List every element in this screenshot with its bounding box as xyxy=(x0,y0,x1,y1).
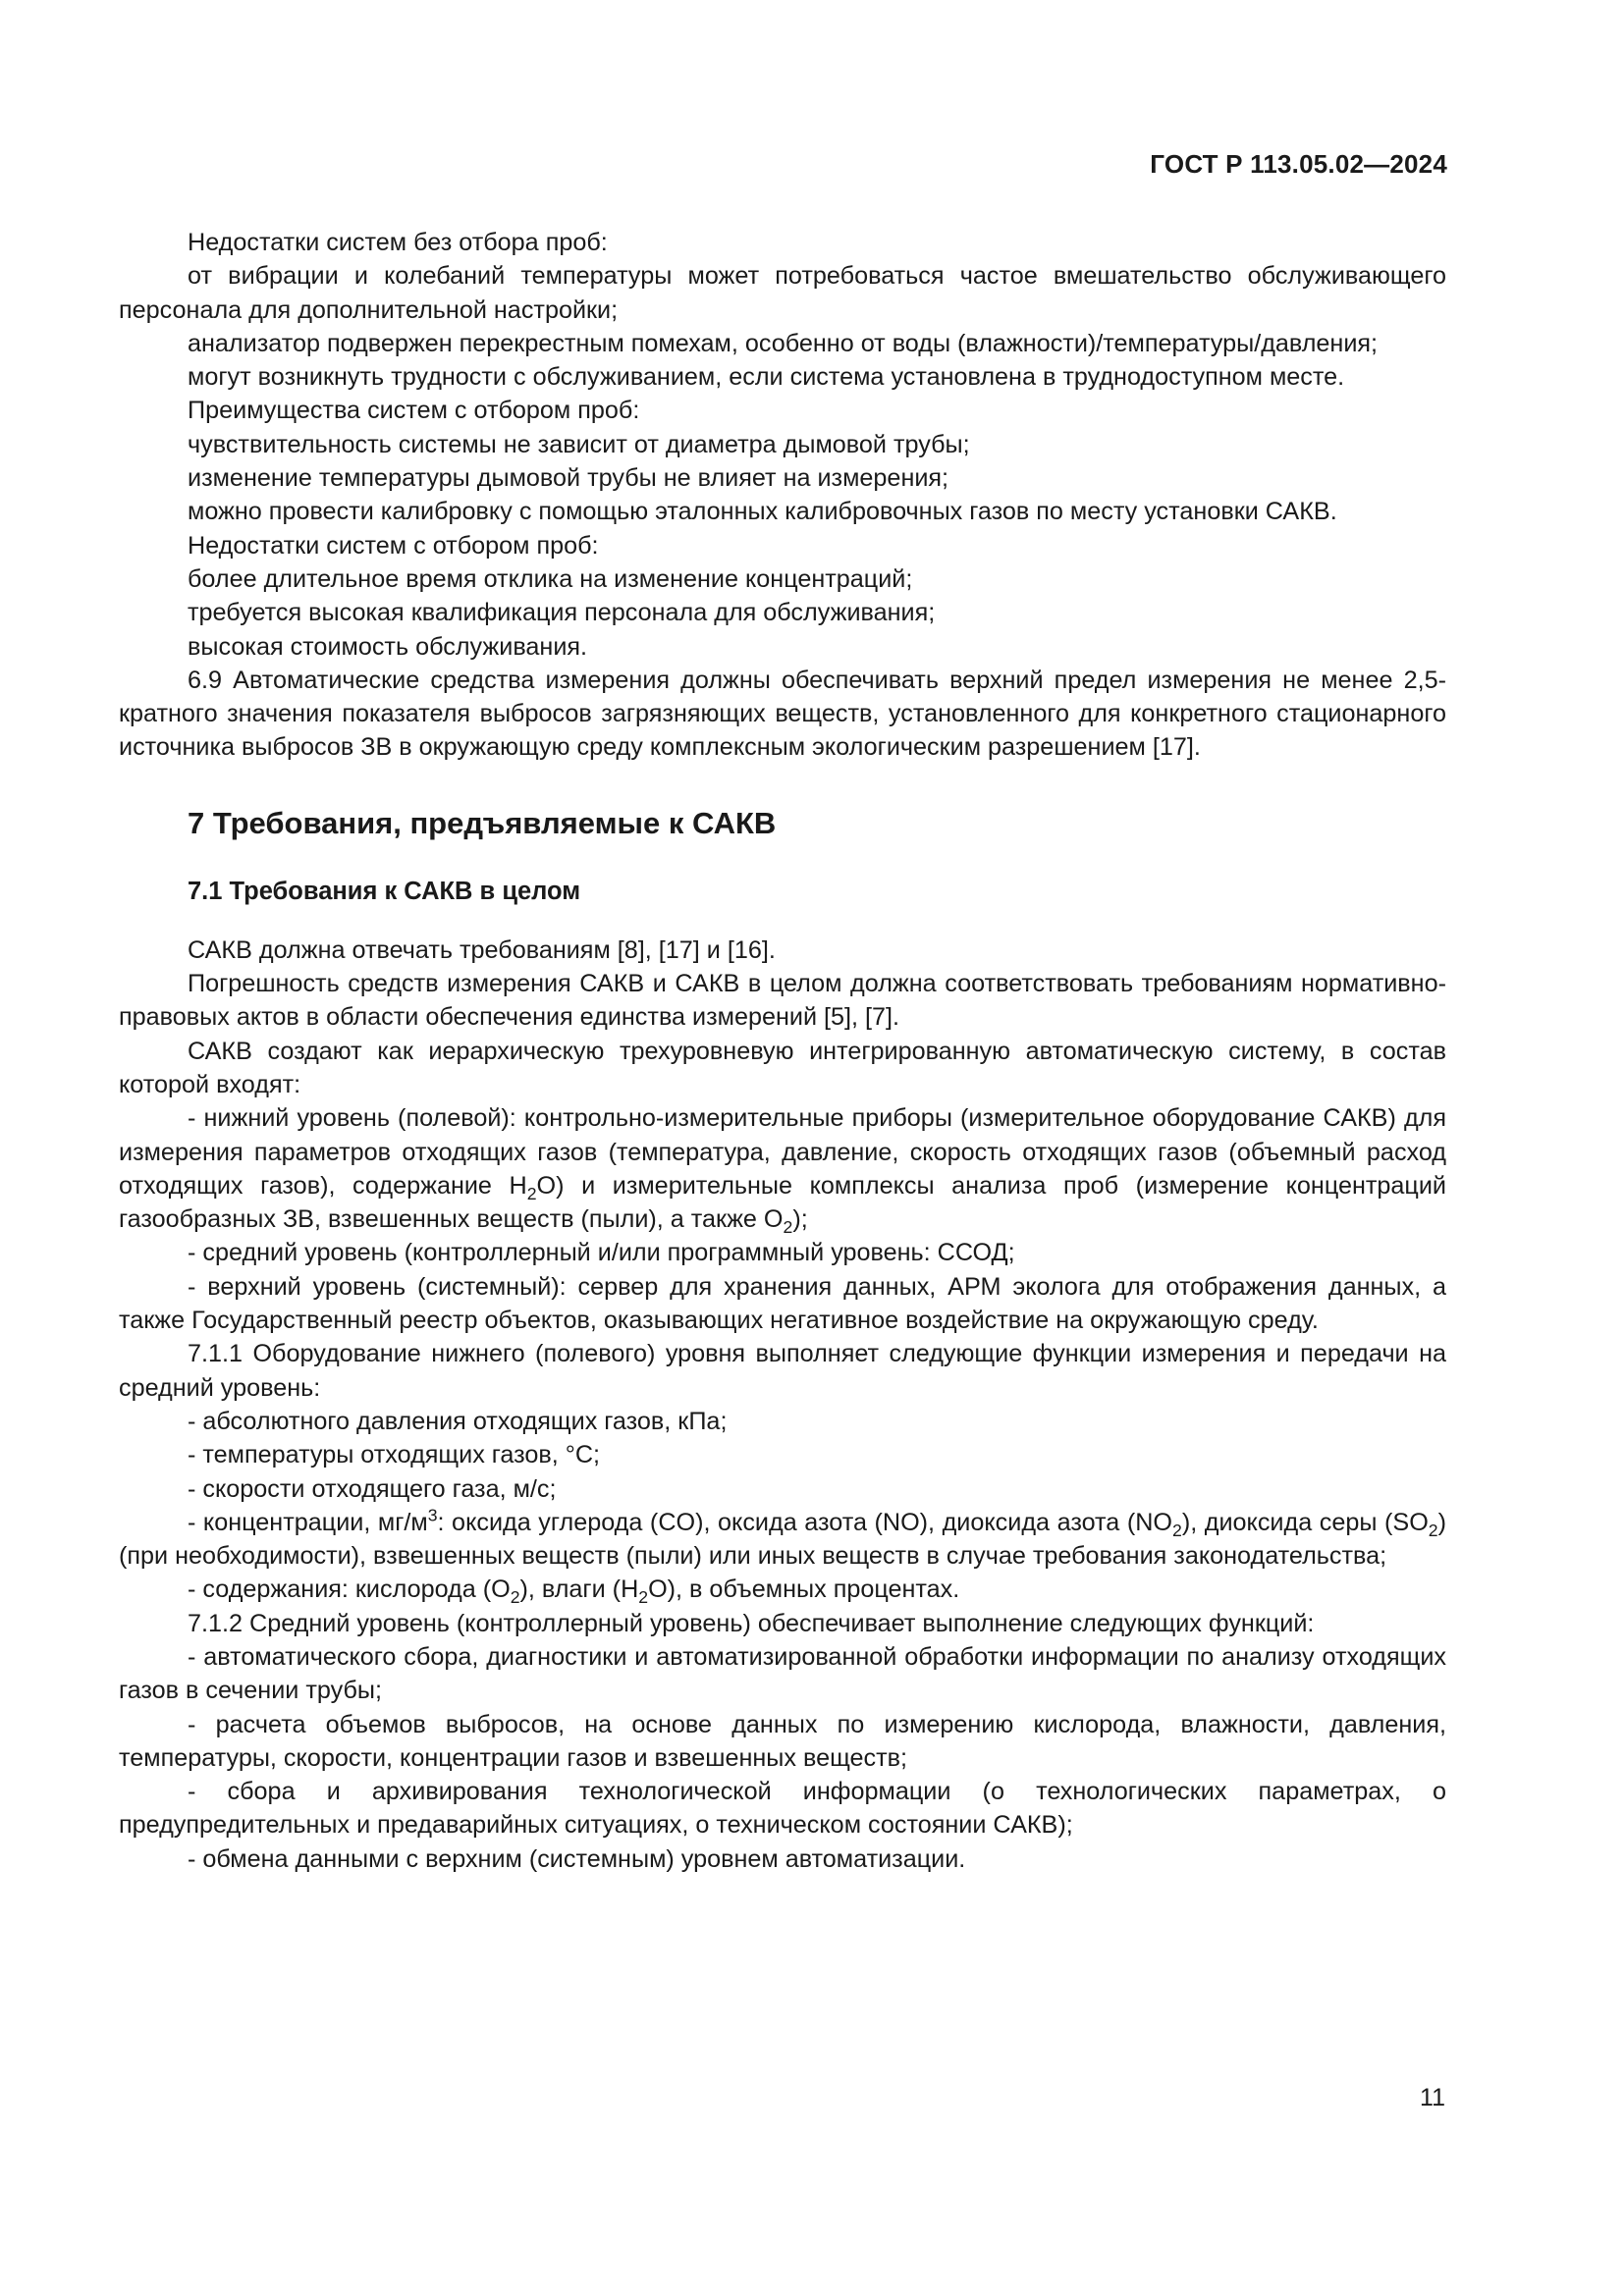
paragraph: Преимущества систем с отбором проб: xyxy=(188,397,640,425)
paragraph: Погрешность средств измерения САКВ и САКВ в целом должна соответствовать требованиям нормативно-правовых актов в области обеспечения единства измерений [5], [7]. xyxy=(119,970,1446,1032)
paragraph: высокая стоимость обслуживания. xyxy=(188,632,588,661)
list-item: - расчета объемов выбросов, на основе данных по измерению кислорода, влажности, давления, температуры, скорости, концентрации газов и взвешенных веществ; xyxy=(119,1710,1446,1772)
list-item: - сбора и архивирования технологической информации (о технологических параметрах, о предупредительных и предаварийных ситуациях, о техническом состоянии САКВ); xyxy=(119,1778,1446,1840)
list-item-lower-level: - нижний уровень (полевой): контрольно-измерительные приборы (измерительное оборудование САКВ) для измерения параметров отходящих газов (температура, давление, скорость отходящих газов (объемный расход отходящих газов), содержание $H_2O$) и измерительные комплексы анализа проб (измерение концентраций газообразных ЗВ, взвешенных веществ (пыли), а также $O_2$); xyxy=(119,1104,1446,1238)
list-item: - абсолютного давления отходящих газов, кПа; xyxy=(188,1407,728,1435)
document-code: ГОСТ Р 113.05.02—2024 xyxy=(1150,149,1447,179)
section-heading-7: 7 Требования, предъявляемые к САКВ xyxy=(188,805,777,840)
paragraph-7-1-1: 7.1.1 Оборудование нижнего (полевого) уровня выполняет следующие функции измерения и передачи на средний уровень: xyxy=(119,1340,1446,1402)
subsection-heading-7-1: 7.1 Требования к САКВ в целом xyxy=(188,877,581,905)
paragraph-6-9: 6.9 Автоматические средства измерения должны обеспечивать верхний предел измерения не менее 2,5-кратного значения показателя выбросов загрязняющих веществ, установленного для конкретного стационарного источника выбросов ЗВ в окружающую среду комплексным экологическим разрешением [17]. xyxy=(119,666,1446,762)
paragraph: чувствительность системы не зависит от диаметра дымовой трубы; xyxy=(188,430,970,458)
list-item-middle-level: - средний уровень (контроллерный и/или программный уровень: ССОД; xyxy=(188,1239,1015,1267)
page-number: 11 xyxy=(1420,2084,1445,2111)
paragraph: Недостатки систем без отбора проб: xyxy=(188,229,608,256)
list-item-concentrations: - концентрации, $мг/м^3$: оксида углерода (CO), оксида азота (NO), диоксида азота $(NO_2)$, диоксида серы $(SO_2)$ (при необходимости), взвешенных веществ (пыли) или иных веществ в случае требования законодательства; xyxy=(119,1505,1446,1571)
paragraph-7-1-2: 7.1.2 Средний уровень (контроллерный уровень) обеспечивает выполнение следующих функций: xyxy=(188,1609,1315,1637)
paragraph: требуется высокая квалификация персонала для обслуживания; xyxy=(188,599,936,627)
paragraph: анализатор подвержен перекрестным помехам, особенно от воды (влажности)/температуры/давления; xyxy=(188,329,1379,357)
paragraph: САКВ создают как иерархическую трехуровневую интегрированную автоматическую систему, в состав которой входят: xyxy=(119,1037,1446,1098)
list-item: - обмена данными с верхним (системным) уровнем автоматизации. xyxy=(188,1844,966,1873)
paragraph: могут возникнуть трудности с обслуживанием, если система установлена в труднодоступном месте. xyxy=(188,363,1345,392)
paragraph: от вибрации и колебаний температуры может потребоваться частое вмешательство обслуживающего персонала для дополнительной настройки; xyxy=(119,262,1446,324)
paragraph: САКВ должна отвечать требованиям [8], [17] и [16]. xyxy=(188,935,776,964)
list-item: - температуры отходящих газов, °С; xyxy=(188,1441,601,1469)
list-item: - скорости отходящего газа, м/с; xyxy=(188,1474,557,1503)
list-item-upper-level: - верхний уровень (системный): сервер для хранения данных, АРМ эколога для отображения данных, а также Государственный реестр объектов, оказывающих негативное воздействие на окружающую среду. xyxy=(119,1272,1446,1335)
list-item-content: - содержания: кислорода $(O_2)$, влаги $(H_2O)$, в объемных процентах. xyxy=(188,1575,960,1608)
paragraph: Недостатки систем с отбором проб: xyxy=(188,531,599,560)
paragraph: более длительное время отклика на изменение концентраций; xyxy=(188,564,913,593)
page-body xyxy=(119,226,1446,1876)
paragraph: можно провести калибровку с помощью эталонных калибровочных газов по месту установки САКВ. xyxy=(188,498,1337,526)
paragraph: изменение температуры дымовой трубы не влияет на измерения; xyxy=(188,464,949,493)
list-item: - автоматического сбора, диагностики и автоматизированной обработки информации по анализу отходящих газов в сечении трубы; xyxy=(119,1642,1446,1705)
